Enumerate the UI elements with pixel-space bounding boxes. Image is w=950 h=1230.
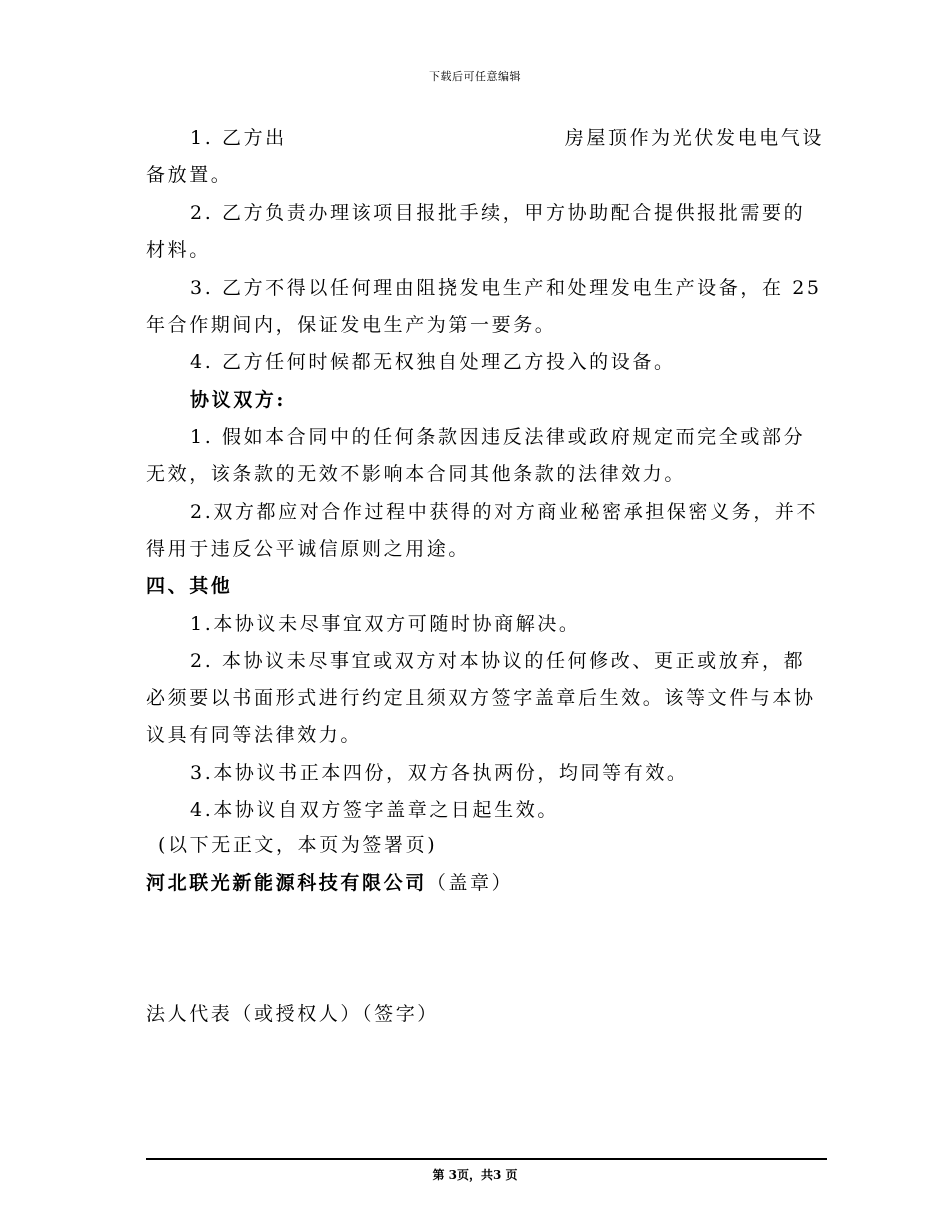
page-header: 下载后可任意编辑 (429, 70, 521, 83)
other-clause-2: 2. 本协议未尽事宜或双方对本协议的任何修改、更正或放弃，都 (190, 650, 806, 672)
parties-clause-2: 2.双方都应对合作过程中获得的对方商业秘密承担保密义务，并不 (190, 501, 819, 523)
clause-1-start: 1. 乙方出 (190, 127, 287, 149)
signature-page-note: (以下无正文，本页为签署页) (158, 834, 438, 856)
clause-2-cont: 材料。 (146, 239, 211, 261)
parties-clause-1: 1. 假如本合同中的任何条款因违反法律或政府规定而完全或部分 (190, 426, 806, 448)
clause-1-cont: 备放置。 (146, 164, 233, 186)
clause-1-end: 房屋顶作为光伏发电电气设 (564, 127, 824, 149)
parties-clause-2-cont: 得用于违反公平诚信原则之用途。 (146, 538, 471, 560)
other-clause-2-cont-a: 必须要以书面形式进行约定且须双方签字盖章后生效。该等文件与本协 (146, 687, 816, 709)
other-clause-3: 3.本协议书正本四份，双方各执两份，均同等有效。 (190, 762, 689, 784)
other-clause-4: 4.本协议自双方签字盖章之日起生效。 (190, 799, 559, 821)
company-name: 河北联光新能源科技有限公司 (146, 872, 427, 894)
other-clause-2-cont-b: 议具有同等法律效力。 (146, 724, 363, 746)
parties-clause-1-cont: 无效，该条款的无效不影响本合同其他条款的法律效力。 (146, 463, 687, 485)
clause-1-line (190, 126, 870, 150)
footer-divider (146, 1158, 827, 1160)
section-heading-other: 四、其他 (146, 575, 233, 597)
clause-3: 3. 乙方不得以任何理由阻挠发电生产和处理发电生产设备，在 25 (190, 277, 822, 299)
legal-representative-signature: 法人代表（或授权人）（签字） (146, 1003, 439, 1025)
section-heading-parties: 协议双方: (190, 389, 287, 411)
seal-label: （盖章） (426, 872, 514, 894)
clause-3-cont: 年合作期间内，保证发电生产为第一要务。 (146, 314, 557, 336)
clause-2: 2. 乙方负责办理该项目报批手续，甲方协助配合提供报批需要的 (190, 202, 806, 224)
clause-4: 4. 乙方任何时候都无权独自处理乙方投入的设备。 (190, 351, 676, 373)
page-number: 第 3页，共3 页 (432, 1168, 518, 1182)
company-signature-line (146, 871, 826, 895)
other-clause-1: 1.本协议未尽事宜双方可随时协商解决。 (190, 613, 581, 635)
